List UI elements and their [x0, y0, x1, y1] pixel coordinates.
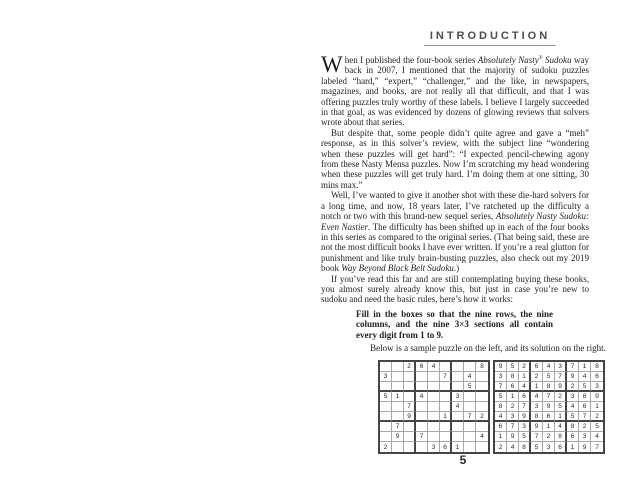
sudoku-cell: 7	[567, 362, 579, 372]
sudoku-cell: 5	[380, 392, 392, 402]
sudoku-cell: 8	[507, 372, 519, 382]
sudoku-cell: 3	[519, 422, 531, 432]
sudoku-cell: 6	[495, 422, 507, 432]
sudoku-cell: 2	[404, 362, 416, 372]
sudoku-cell: 9	[507, 432, 519, 442]
sudoku-cell	[392, 442, 404, 452]
sudoku-cell: 3	[452, 392, 464, 402]
sudoku-cell: 7	[464, 412, 476, 422]
text-segment: But despite that, some people didn’t quite agree and gave a “meh” response, as in this solver’s review, with the subject line “wondering when these puzzles will get hard”: “I expected pencil-chewing agony from these Nasty Mensa puzzles. Now I’m scratching my head wondering when these puzzles will get truly hard. I’m doing them at one sitting, 30 mins max.”	[321, 127, 589, 190]
sudoku-cell: 5	[495, 392, 507, 402]
sudoku-cell: 5	[555, 402, 567, 412]
sudoku-cell: 9	[591, 392, 603, 402]
sudoku-cell: 1	[392, 392, 404, 402]
sudoku-cell: 1	[531, 382, 543, 392]
sudoku-cell	[440, 362, 452, 372]
sudoku-cell: 6	[519, 392, 531, 402]
sudoku-cell: 1	[519, 372, 531, 382]
sudoku-cell: 1	[567, 442, 579, 452]
sudoku-cell: 5	[464, 382, 476, 392]
sudoku-cell	[416, 442, 428, 452]
chapter-title: INTRODUCTION	[429, 30, 551, 42]
sudoku-cell	[380, 362, 392, 372]
sudoku-cell	[476, 382, 488, 392]
sudoku-cell: 7	[555, 372, 567, 382]
sudoku-cell: 3	[531, 402, 543, 412]
sudoku-cell: 6	[507, 382, 519, 392]
sudoku-cell	[380, 382, 392, 392]
paragraph	[321, 274, 589, 305]
sudoku-cell: 7	[595, 443, 599, 451]
sudoku-cell: 7	[404, 402, 416, 412]
paragraph	[321, 55, 589, 128]
sudoku-cell	[404, 442, 416, 452]
sudoku-cell	[416, 382, 428, 392]
sudoku-cell: 9	[567, 372, 579, 382]
sudoku-cell: 4	[555, 422, 567, 432]
sudoku-cell: 5	[591, 422, 603, 432]
sudoku-cell	[392, 362, 404, 372]
text-segment: ®	[538, 56, 543, 61]
sudoku-cell	[392, 412, 404, 422]
sudoku-cell	[392, 402, 404, 412]
sudoku-cell: 3	[543, 442, 555, 452]
sudoku-cell: 6	[531, 362, 543, 372]
sudoku-cell: 4	[476, 432, 488, 442]
sudoku-cell: 6	[567, 432, 579, 442]
sudoku-cell: 8	[476, 362, 488, 372]
sudoku-cell	[380, 432, 392, 442]
sudoku-cell	[452, 432, 464, 442]
paragraph	[321, 128, 589, 190]
sudoku-cell	[416, 412, 428, 422]
sudoku-cell: 3	[567, 392, 579, 402]
sudoku-cell	[428, 382, 440, 392]
sudoku-cell	[476, 442, 488, 452]
sudoku-cell: 8	[555, 432, 567, 442]
sudoku-cell: 9	[579, 442, 591, 452]
sudoku-cell: 2	[519, 362, 531, 372]
sudoku-cell	[428, 392, 440, 402]
sudoku-cell	[464, 392, 476, 402]
sudoku-cell	[440, 432, 452, 442]
sudoku-cell	[428, 422, 440, 432]
sudoku-cell: 5	[507, 362, 519, 372]
sudoku-cell: 1	[591, 402, 603, 412]
sudoku-cell: 9	[495, 362, 507, 372]
text-segment: hen I published the four-book series	[344, 55, 478, 65]
sudoku-cell: 7	[392, 422, 404, 432]
sudoku-cell: 2	[591, 412, 603, 422]
sudoku-cell: 8	[591, 362, 603, 372]
sudoku-cell: 7	[495, 382, 507, 392]
sudoku-cell: 1	[555, 412, 567, 422]
sudoku-cell	[452, 382, 464, 392]
sudoku-cell	[476, 372, 488, 382]
sudoku-cell	[404, 432, 416, 442]
sudoku-cell	[380, 402, 392, 412]
heading-rule	[424, 45, 556, 46]
sudoku-cell: 8	[519, 442, 531, 452]
sudoku-cell: 4	[591, 432, 603, 442]
sudoku-cell	[440, 402, 452, 412]
rules-callout: Fill in the boxes so that the nine rows, the nine columns, and the nine 3×3 sections all contain every digit from 1 to 9.	[356, 308, 553, 340]
sudoku-cell	[452, 372, 464, 382]
text-segment: . The difficulty has been shifted up in each of the four books in this series as compared to the original series. (That being said, these are not the most difficult books I have ever written. If you’re a real glutton for punishment and like truly brain-busting puzzles, also check out my 2019 book	[321, 221, 589, 274]
sudoku-cell: 6	[416, 362, 428, 372]
sudoku-cell: 8	[567, 422, 579, 432]
sudoku-cell	[404, 392, 416, 402]
sudoku-cell: 8	[579, 392, 591, 402]
sudoku-cell	[416, 372, 428, 382]
sudoku-cell: 3	[507, 412, 519, 422]
text-segment: Absolutely Nasty	[477, 55, 539, 65]
sudoku-cell: 1	[543, 422, 555, 432]
sudoku-cell: 6	[543, 412, 555, 422]
sudoku-cell: 7	[507, 422, 519, 432]
sudoku-cell: 2	[579, 422, 591, 432]
sudoku-cell: 2	[507, 402, 519, 412]
sudoku-cell	[404, 372, 416, 382]
body-paragraphs	[321, 55, 589, 305]
sudoku-cell	[464, 362, 476, 372]
sudoku-cell: 7	[416, 432, 428, 442]
sudoku-cell: 7	[543, 392, 555, 402]
page-number: 5	[459, 453, 467, 467]
sudoku-cell: 4	[428, 362, 440, 372]
sudoku-cell: 6	[591, 372, 603, 382]
sudoku-cell: 5	[579, 382, 591, 392]
sudoku-cell	[380, 412, 392, 422]
sudoku-cell: 3	[428, 442, 440, 452]
sudoku-cell	[392, 372, 404, 382]
sudoku-cell: 4	[495, 412, 507, 422]
sudoku-cell: 9	[404, 412, 416, 422]
sudoku-cell: 5	[531, 442, 543, 452]
sudoku-cell	[440, 422, 452, 432]
sudoku-cell: 1	[495, 432, 507, 442]
sudoku-cell	[452, 422, 464, 432]
sudoku-cell: 2	[380, 442, 392, 452]
sudoku-cell: 9	[392, 432, 404, 442]
sudoku-cell: 3	[591, 382, 603, 392]
sudoku-cell	[464, 402, 476, 412]
sudoku-cell: 9	[519, 412, 531, 422]
paragraph	[321, 190, 589, 273]
text-segment: Well, I’ve wanted to give it another shot with these die-hard solvers for a long time, and now, 18 years later, I’ve ratcheted up the difficulty a notch or two with this brand-new sequel series,	[321, 190, 589, 222]
sudoku-cell	[476, 402, 488, 412]
sudoku-cell: 4	[543, 362, 555, 372]
sudoku-cell: 1	[440, 412, 452, 422]
sudoku-cell	[428, 372, 440, 382]
sudoku-cell	[380, 422, 392, 432]
sudoku-cell: 4	[416, 392, 428, 402]
sudoku-cell	[452, 412, 464, 422]
sudoku-cell: 1	[452, 442, 464, 452]
sudoku-cell	[464, 432, 476, 442]
sudoku-cell: 2	[476, 412, 488, 422]
sudoku-cell: 8	[543, 382, 555, 392]
sudoku-cell	[452, 362, 464, 372]
sudoku-cell: 9	[555, 382, 567, 392]
sudoku-cell	[476, 422, 488, 432]
sudoku-cell: 3	[555, 362, 567, 372]
sudoku-cell	[404, 422, 416, 432]
sudoku-cell: 5	[543, 372, 555, 382]
text-segment: way back in 2007, I mentioned that the majority of sudoku puzzles labeled “hard,” “expert,” “challenger,” and the like, in newspapers, magazines, and books, are not really all that difficult, and that I was offering puzzles truly worthy of these labels. I believe I largely succeeded in that goal, as was evidenced by dozens of glowing reviews that solvers wrote about that series.	[321, 55, 589, 128]
sudoku-cell: 9	[531, 422, 543, 432]
sudoku-cell: 4	[519, 382, 531, 392]
sudoku-cell: 6	[555, 442, 567, 452]
sudoku-cell: 4	[507, 442, 519, 452]
sudoku-cell: 2	[543, 432, 555, 442]
sudoku-cell	[464, 422, 476, 432]
sudoku-cell	[416, 422, 428, 432]
body-text-column	[321, 55, 589, 343]
text-segment: Absolutely Nasty Sudoku: Even Nastier	[321, 211, 589, 232]
sudoku-cell	[428, 432, 440, 442]
sudoku-cell	[428, 412, 440, 422]
sudoku-cell	[404, 382, 416, 392]
sudoku-cell	[392, 382, 404, 392]
drop-cap: W	[321, 55, 343, 77]
text-segment: Way Beyond Black Belt Sudoku	[341, 263, 454, 274]
sudoku-cell: 3	[579, 432, 591, 442]
sudoku-cell: 8	[531, 412, 543, 422]
sudoku-cell: 6	[579, 402, 591, 412]
sudoku-cell	[440, 382, 452, 392]
text-segment: Sudoku	[545, 55, 572, 65]
sudoku-cell: 4	[531, 392, 543, 402]
sudoku-cell: 7	[531, 432, 543, 442]
sudoku-cell: 8	[495, 402, 507, 412]
sample-puzzle-grid	[378, 360, 490, 454]
sudoku-cell	[476, 392, 488, 402]
sudoku-cell: 5	[519, 432, 531, 442]
sudoku-cell: 6	[440, 442, 452, 452]
text-segment: If you’ve read this far and are still contemplating buying these books, you almost surely already know this, but just in case you’re new to sudoku and need the basic rules, here’s how it works:	[321, 273, 589, 305]
sudoku-cell: 4	[464, 372, 476, 382]
sudoku-cell: 1	[507, 392, 519, 402]
sudoku-cell: 2	[531, 372, 543, 382]
sudoku-cell: 9	[543, 402, 555, 412]
sudoku-cell: 2	[555, 392, 567, 402]
sudoku-cell: 4	[579, 372, 591, 382]
sudoku-cell	[464, 442, 476, 452]
sudoku-cell: 7	[440, 372, 452, 382]
sudoku-cell: 2	[495, 442, 507, 452]
sudoku-cell	[416, 402, 428, 412]
sudoku-cell: 2	[567, 382, 579, 392]
sudoku-cell	[440, 392, 452, 402]
sample-note: Below is a sample puzzle on the left, and its solution on the right.	[370, 343, 606, 353]
sudoku-cell: 5	[567, 412, 579, 422]
sudoku-cell: 7	[519, 402, 531, 412]
sudoku-cell: 3	[380, 372, 392, 382]
text-segment: .)	[453, 263, 460, 274]
sudoku-cell: 1	[579, 362, 591, 372]
solution-grid	[493, 360, 605, 454]
sudoku-cell: 4	[567, 402, 579, 412]
sudoku-cell: 7	[579, 412, 591, 422]
sudoku-cell	[428, 402, 440, 412]
sudoku-cell: 3	[495, 372, 507, 382]
sudoku-cell: 4	[452, 402, 464, 412]
